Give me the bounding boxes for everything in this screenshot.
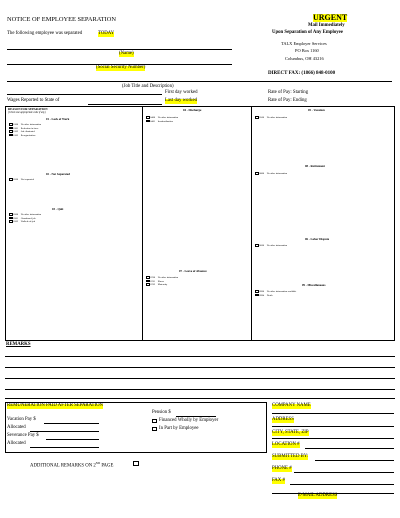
additional-remarks-tail: PAGE [100, 463, 114, 469]
code-description: Insubordination [157, 119, 173, 123]
submitted-by-label: SUBMITTED BY: [272, 454, 309, 459]
additional-remarks-checkbox[interactable] [133, 461, 139, 466]
code-checkbox[interactable] [9, 134, 13, 136]
code-checkbox[interactable] [9, 213, 13, 215]
reason-subtitle: (Check one appropriate code if any) [8, 111, 46, 114]
pension-line[interactable] [176, 416, 216, 417]
financed-employer-label: Financed Wholly by Employer [159, 418, 219, 423]
company-name-label: COMPANY NAME [272, 403, 311, 408]
code-checkbox[interactable] [146, 283, 150, 285]
email-label: E-MAIL ADDRESS [298, 493, 338, 498]
code-checkbox[interactable] [255, 172, 259, 174]
company-name-line[interactable] [272, 413, 394, 414]
group-title: 07 - Leave of Absence [179, 269, 207, 273]
group-title: 08 - Retirement [305, 164, 325, 168]
additional-remarks-text: ADDITIONAL REMARKS ON 2 [30, 463, 96, 469]
code-checkbox[interactable] [146, 280, 150, 282]
remarks-line-4[interactable] [5, 389, 395, 390]
code-checkbox[interactable] [255, 294, 259, 296]
code-checkbox[interactable] [255, 244, 259, 246]
paid-employee-checkbox[interactable] [152, 427, 157, 431]
company-name-header: TALX Employer Services [281, 41, 327, 46]
code-checkbox[interactable] [255, 116, 259, 118]
group-title: 02 - Not Separated [46, 172, 70, 176]
code-description: No other information [157, 276, 179, 279]
wages-line[interactable] [88, 104, 162, 105]
company-po-box: PO Box 1160 [295, 48, 319, 53]
code-number: 0102 [13, 130, 19, 133]
code-checkbox[interactable] [146, 276, 150, 278]
additional-remarks-sup: ND [95, 461, 101, 465]
code-checkbox[interactable] [9, 217, 13, 219]
code-description: No other information [20, 123, 42, 126]
code-row[interactable] [9, 220, 35, 223]
job-title-line[interactable] [7, 81, 392, 82]
code-number: 0700 [150, 276, 156, 279]
vacation-pay-label: Vacation Pay $ [7, 417, 36, 422]
code-checkbox[interactable] [9, 123, 13, 125]
vacation-pay-line[interactable] [44, 423, 99, 424]
separated-prefix: The following employee was separated [7, 31, 83, 36]
code-row[interactable] [9, 134, 35, 137]
remarks-line-2[interactable] [5, 367, 395, 368]
code-description: No other information available [266, 290, 297, 293]
fax-label: FAX # [272, 478, 285, 483]
code-number: 0301 [13, 216, 19, 220]
code-description: No other information [266, 172, 288, 175]
additional-remarks-label [30, 462, 113, 469]
code-number: 0800 [259, 172, 265, 175]
code-description: Illness [157, 279, 165, 283]
code-row[interactable] [146, 283, 167, 286]
direct-fax: DIRECT FAX: (1866) 848-0100 [268, 71, 336, 76]
remarks-line-3[interactable] [5, 378, 395, 379]
code-description: Maternity [157, 283, 168, 286]
financed-employer-checkbox[interactable] [152, 419, 157, 423]
job-title-label: (Job Title and Description) [122, 84, 174, 89]
location-label: LOCATION # [272, 442, 300, 447]
code-description: Reduction in force [20, 126, 39, 130]
rate-starting-label: Rate of Pay: Starting [268, 90, 309, 95]
company-city: Columbus, OH 43216 [285, 56, 324, 61]
col-divider-1 [142, 106, 143, 341]
code-number: 0900 [259, 290, 265, 293]
code-description: Not separated [20, 178, 35, 181]
mail-immediately: Mail Immediately [308, 23, 345, 28]
code-description: No other information [157, 116, 179, 119]
code-number: 0101 [13, 126, 19, 130]
address-line[interactable] [272, 426, 394, 427]
group-title: 03 - Quit [52, 207, 64, 211]
col-divider-2 [251, 106, 252, 341]
submitted-by-line[interactable] [315, 460, 394, 461]
allocated-label-2: Allocated [7, 441, 26, 446]
rate-ending-label: Rate of Pay: Ending [268, 98, 307, 103]
group-title: 09 - Miscellaneous [302, 283, 326, 287]
first-day-label: First day worked [165, 90, 198, 95]
code-description: Reorganization [20, 133, 36, 137]
reason-table [5, 106, 395, 341]
allocated-label-1: Allocated [7, 425, 26, 430]
code-description: Job eliminated [20, 130, 35, 133]
code-row[interactable] [255, 294, 273, 297]
remuneration-title: REMUNERATION PAID AFTER SEPARATION [7, 403, 103, 408]
group-title: 06 - Labor Dispute [305, 237, 330, 241]
code-checkbox[interactable] [9, 130, 13, 132]
separated-when: TODAY [98, 31, 115, 36]
code-number: 0100 [13, 123, 19, 126]
code-number: 0401 [150, 119, 156, 123]
code-number: 0904 [259, 293, 265, 297]
location-line[interactable] [305, 448, 394, 449]
code-number: 0103 [13, 133, 19, 137]
code-number: 0702 [150, 283, 156, 286]
reason-title: REASON FOR SEPARATION [8, 107, 48, 111]
code-description: Death [266, 293, 273, 297]
code-description: Walked off job [20, 220, 36, 223]
code-description: Abandoned job [20, 216, 36, 220]
code-checkbox[interactable] [9, 220, 13, 222]
allocated-line-2[interactable] [30, 447, 99, 448]
code-number: 0400 [150, 116, 156, 119]
code-description: No other information [20, 213, 42, 216]
upon-separation: Upon Separation of Any Employee [272, 30, 343, 35]
code-row[interactable] [146, 120, 173, 123]
wages-label: Wages Reported to State of [7, 98, 60, 103]
remarks-label: REMARKS [6, 342, 31, 347]
code-row[interactable] [255, 172, 287, 175]
code-number: 0302 [13, 220, 19, 223]
name-line[interactable] [7, 49, 232, 50]
group-title: 04 - Discharge [183, 108, 202, 112]
code-checkbox[interactable] [146, 120, 150, 122]
remarks-line-5[interactable] [5, 398, 395, 399]
address-label: ADDRESS [272, 417, 294, 422]
code-number: 0300 [13, 213, 19, 216]
city-state-zip-line[interactable] [272, 438, 394, 439]
code-number: 0200 [13, 178, 19, 181]
group-title: 05 - Vacation [308, 108, 325, 112]
first-day-line[interactable] [7, 94, 162, 95]
paid-employee-label: In Part by Employee [159, 426, 199, 431]
code-checkbox[interactable] [255, 290, 259, 292]
code-checkbox[interactable] [9, 178, 13, 180]
pension-label: Pension $ [152, 410, 171, 415]
city-state-zip-label: CITY, STATE, ZIP [272, 430, 309, 435]
last-day-label: Last day worked [165, 98, 197, 103]
phone-line[interactable] [294, 472, 394, 473]
remarks-line-1[interactable] [5, 356, 395, 357]
allocated-line-1[interactable] [30, 431, 99, 432]
code-checkbox[interactable] [146, 116, 150, 118]
code-row[interactable] [255, 244, 287, 247]
code-row[interactable] [255, 116, 287, 119]
code-checkbox[interactable] [9, 127, 13, 129]
code-number: 0701 [150, 279, 156, 283]
severance-pay-label: Severance Pay $ [7, 433, 39, 438]
fax-line[interactable] [290, 484, 394, 485]
urgent-label: URGENT [313, 13, 348, 22]
group-title: 01 - Lack of Work [46, 117, 70, 121]
ssn-label: (Social Security Number) [96, 65, 146, 70]
code-number: 0500 [259, 116, 265, 119]
code-description: No other information [266, 244, 288, 247]
severance-pay-line[interactable] [46, 439, 99, 440]
code-row[interactable] [9, 178, 34, 181]
name-label: (Name) [119, 51, 134, 56]
form-title: NOTICE OF EMPLOYEE SEPARATION [7, 16, 116, 23]
code-number: 0600 [259, 244, 265, 247]
remuneration-section [5, 402, 267, 453]
phone-label: PHONE # [272, 466, 292, 471]
code-description: No other information [266, 116, 288, 119]
